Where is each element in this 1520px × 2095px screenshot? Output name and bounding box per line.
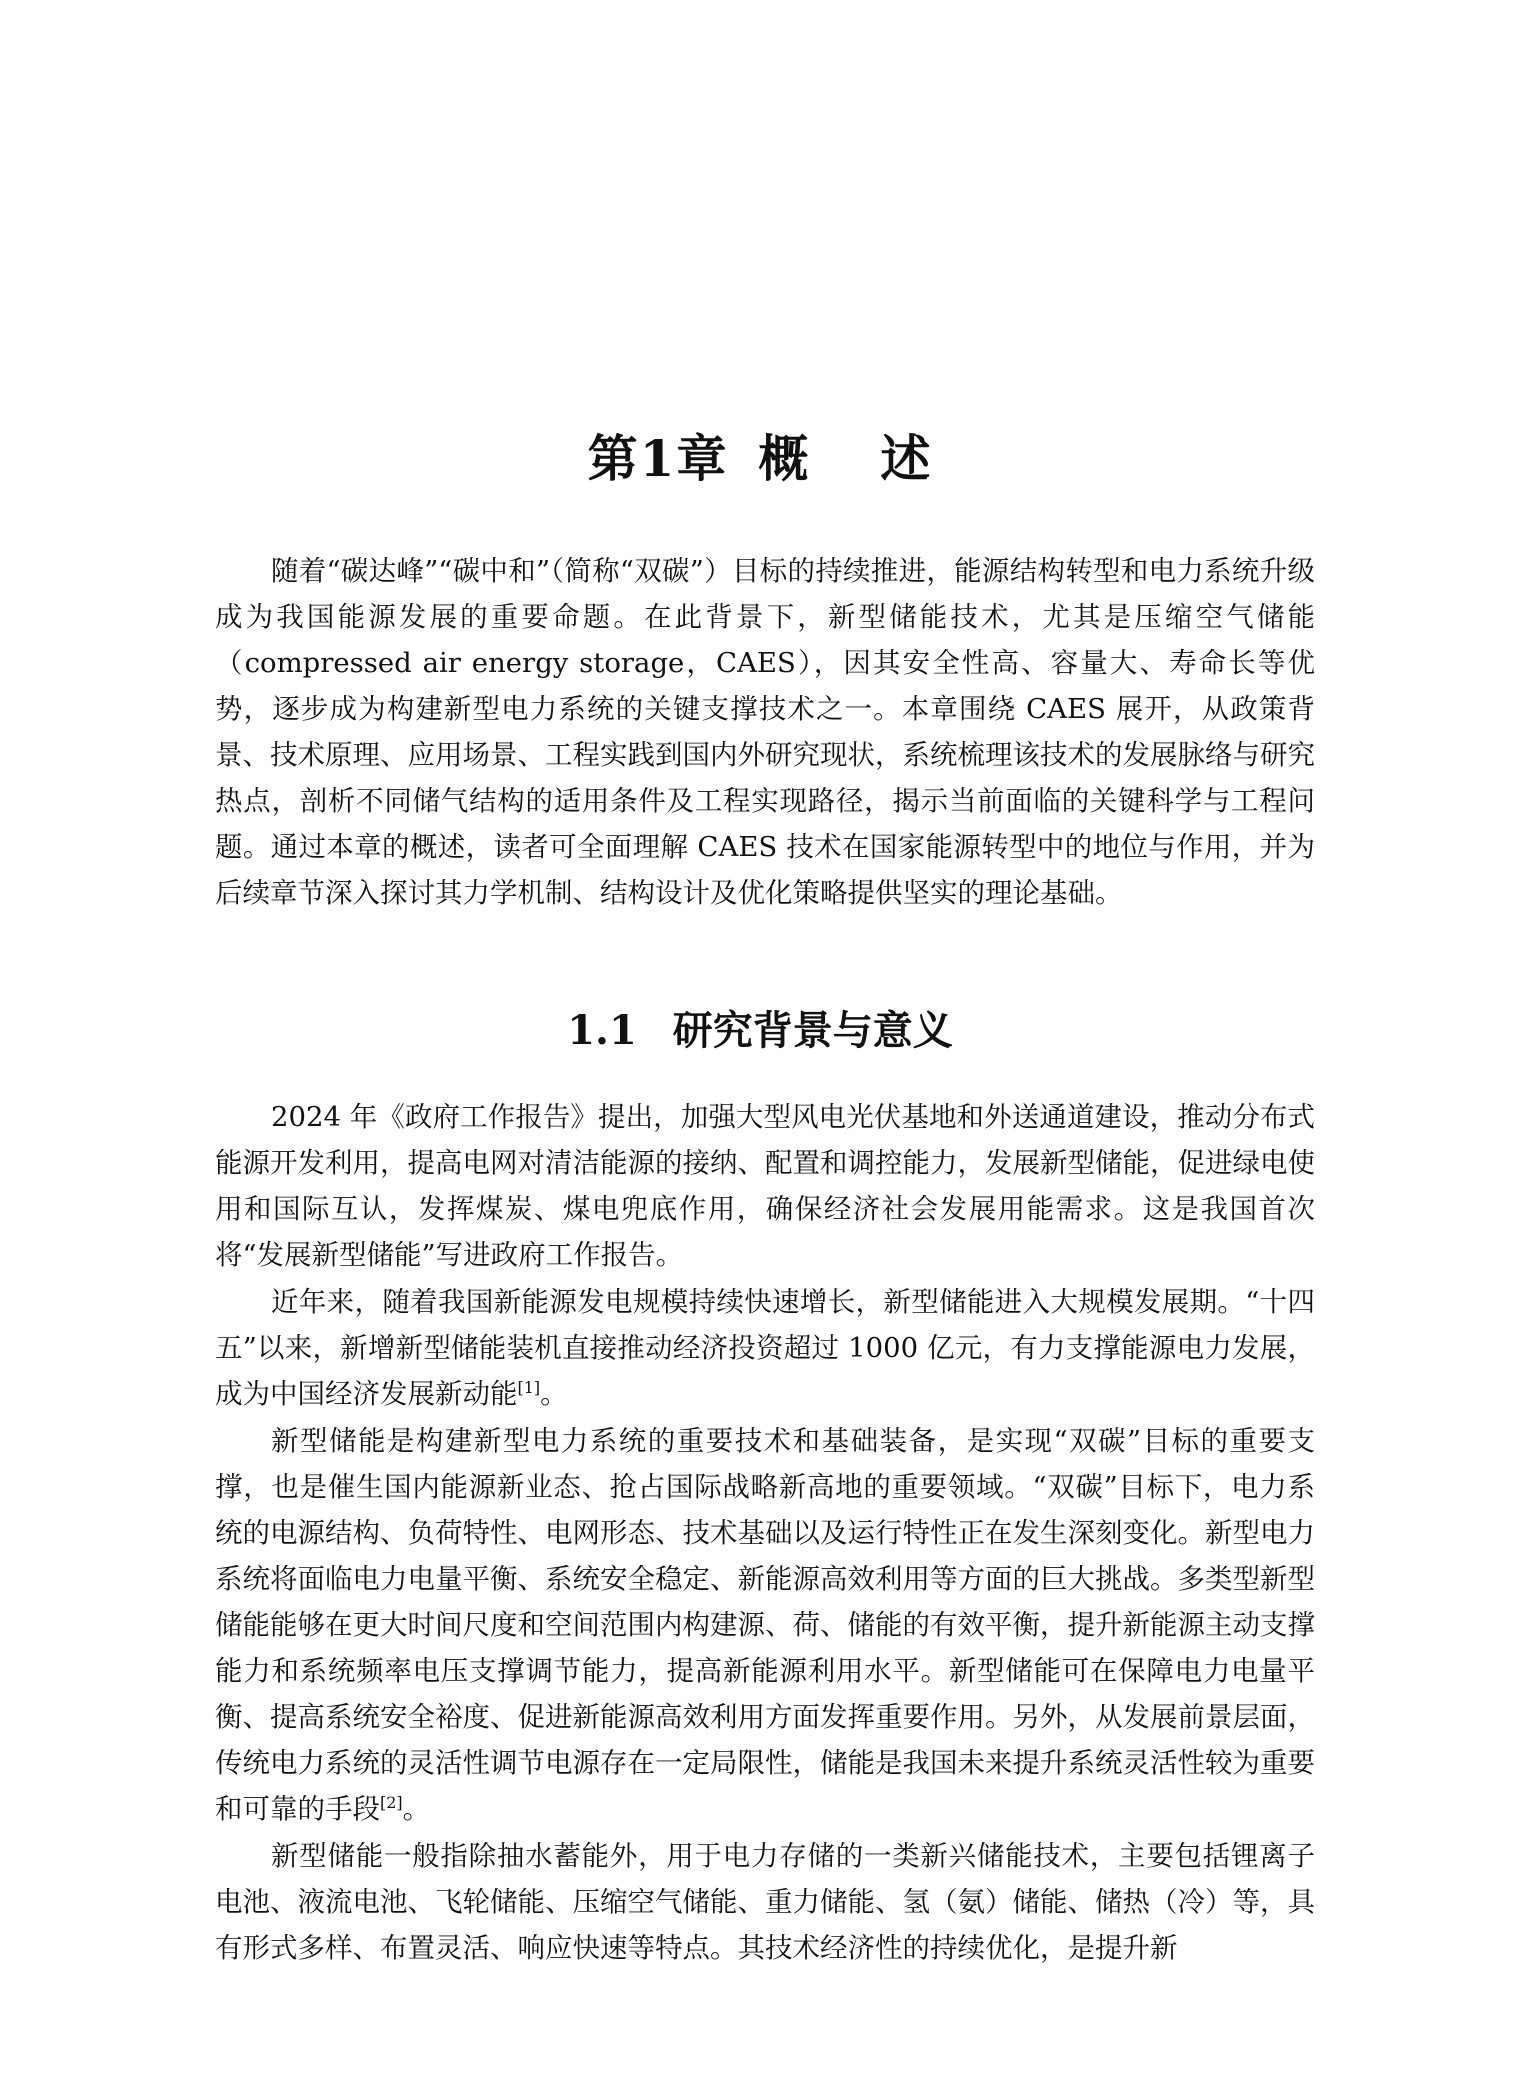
paragraph-2-text: 近年来，随着我国新能源发电规模持续快速增长，新型储能进入大规模发展期。“十四五”以来，新增新型储能装机直接推动经济投资超过 1000 亿元，有力支撑能源电力发展，成为中国经济发展新动能	[215, 1286, 1315, 1410]
paragraph-3-end: 。	[402, 1793, 431, 1825]
paragraph-4-text: 新型储能一般指除抽水蓄能外，用于电力存储的一类新兴储能技术，主要包括锂离子电池、液流电池、飞轮储能、压缩空气储能、重力储能、氢（氨）储能、储热（冷）等，具有形式多样、布置灵活、响应快速等特点。其技术经济性的持续优化，是提升新	[215, 1840, 1315, 1964]
section-number: 1.1	[567, 1007, 637, 1055]
paragraph-3-text: 新型储能是构建新型电力系统的重要技术和基础装备，是实现“双碳”目标的重要支撑，也是催生国内能源新业态、抢占国际战略新高地的重要领域。“双碳”目标下，电力系统的电源结构、负荷特性、电网形态、技术基础以及运行特性正在发生深刻变化。新型电力系统将面临电力电量平衡、系统安全稳定、新能源高效利用等方面的巨大挑战。多类型新型储能能够在更大时间尺度和空间范围内构建源、荷、储能的有效平衡，提升新能源主动支撑能力和系统频率电压支撑调节能力，提高新能源利用水平。新型储能可在保障电力电量平衡、提高系统安全裕度、促进新能源高效利用方面发挥重要作用。另外，从发展前景层面，传统电力系统的灵活性调节电源存在一定局限性，储能是我国未来提升系统灵活性较为重要和可靠的手段	[215, 1425, 1315, 1825]
chapter-title-part2: 述	[880, 428, 933, 488]
paragraph-2-end: 。	[540, 1378, 568, 1410]
chapter-number: 第1章	[587, 428, 729, 488]
section-title	[0, 999, 1520, 1056]
paragraph-2	[215, 1279, 1315, 1417]
chapter-title	[0, 419, 1520, 509]
chapter-title-part1: 概	[758, 428, 811, 488]
paragraph-1-text: 2024 年《政府工作报告》提出，加强大型风电光伏基地和外送通道建设，推动分布式能源开发利用，提高电网对清洁能源的接纳、配置和调控能力，发展新型储能，促进绿电使用和国际互认，发挥煤炭、煤电兜底作用，确保经济社会发展用能需求。这是我国首次将“发展新型储能”写进政府工作报告。	[215, 1101, 1315, 1271]
paragraph-3	[215, 1418, 1315, 1832]
paragraph-4	[215, 1833, 1315, 1971]
paragraph-1	[215, 1094, 1315, 1278]
section-body	[215, 1094, 1315, 1971]
section-heading: 研究背景与意义	[672, 1007, 953, 1055]
citation-2: [2]	[380, 1792, 403, 1812]
chapter-abstract: 随着“碳达峰”“碳中和”（简称“双碳”）目标的持续推进，能源结构转型和电力系统升级成为我国能源发展的重要命题。在此背景下，新型储能技术，尤其是压缩空气储能（compressed air energy storage，CAES），因其安全性高、容量大、寿命长等优势，逐步成为构建新型电力系统的关键支撑技术之一。本章围绕 CAES 展开，从政策背景、技术原理、应用场景、工程实践到国内外研究现状，系统梳理该技术的发展脉络与研究热点，剖析不同储气结构的适用条件及工程实现路径，揭示当前面临的关键科学与工程问题。通过本章的概述，读者可全面理解 CAES 技术在国家能源转型中的地位与作用，并为后续章节深入探讨其力学机制、结构设计及优化策略提供坚实的理论基础。	[215, 555, 1315, 909]
citation-1: [1]	[517, 1377, 541, 1397]
